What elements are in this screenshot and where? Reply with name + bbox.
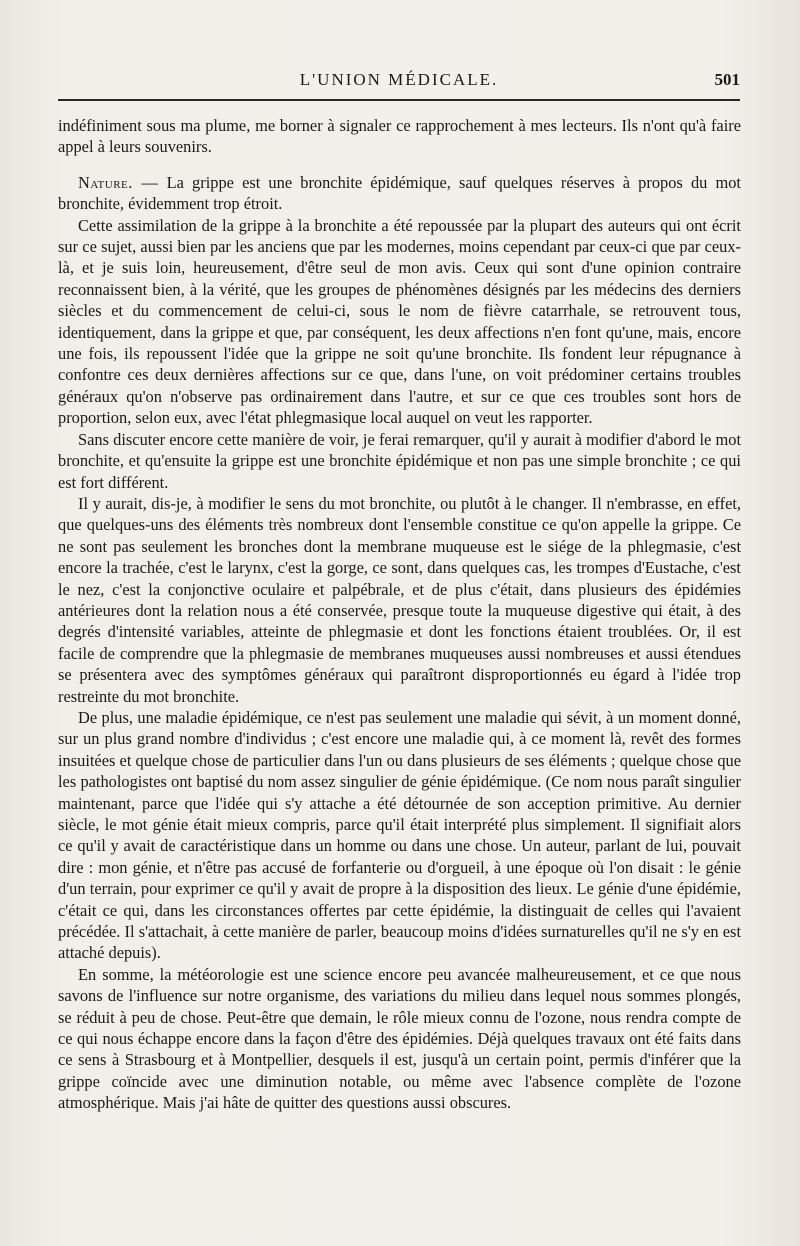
paragraph-nature [58, 172, 741, 215]
header-rule [58, 99, 740, 101]
paragraph: En somme, la météorologie est une science encore peu avancée malheureusement, et ce que nous savons de l'influence sur notre organisme, des variations du milieu dans lequel nous sommes plongés, se réduit à peu de chose. Peut-être que demain, le rôle mieux connu de l'ozone, nous rendra compte de ce qui nous échappe encore dans la façon d'être des épidémies. Déjà quelques travaux ont été faits dans ce sens à Strasbourg et à Montpellier, desquels il est, jusqu'à un certain point, permis d'inférer que la grippe coïncide avec une diminution notable, ou même avec l'absence complète de l'ozone atmosphérique. Mais j'ai hâte de quitter des questions aussi obscures. [58, 964, 741, 1113]
paragraph: Il y aurait, dis-je, à modifier le sens du mot bronchite, ou plutôt à le changer. Il n'embrasse, en effet, que quelques-uns des éléments très nombreux dont l'ensemble constitue ce qu'on appelle la grippe. Ce ne sont pas seulement les bronches dont la membrane muqueuse est le siége de la phlegmasie, c'est encore la trachée, c'est le larynx, c'est la gorge, ce sont, dans quelques cas, les trompes d'Eustache, c'est le nez, c'est la conjonctive oculaire et palpébrale, et de plus c'était, dans plusieurs des épidémies antérieures dont la relation nous a été conservée, presque toute la muqueuse digestive qui était, à des degrés d'intensité variables, atteinte de phlegmasie et dont les fonctions étaient troublées. Or, il est facile de comprendre que la phlegmasie de membranes muqueuses aussi nombreuses et aussi étendues se présentera avec des symptômes généraux qui paraîtront disproportionnés eu égard à l'idée trop restreinte du mot bronchite. [58, 493, 741, 706]
page-number: 501 [714, 70, 740, 89]
paragraph: indéfiniment sous ma plume, me borner à signaler ce rapprochement à mes lecteurs. Ils n'ont qu'à faire appel à leurs souvenirs. [58, 116, 741, 157]
page-header [58, 70, 740, 96]
article-body [58, 115, 741, 1114]
paragraph-text: La grippe est une bronchite épidémique, sauf quelques réserves à propos du mot bronchite, évidemment trop étroit. [58, 172, 741, 214]
running-title: L'UNION MÉDICALE. [299, 70, 499, 89]
paragraph: De plus, une maladie épidémique, ce n'est pas seulement une maladie qui sévit, à un moment donné, sur un plus grand nombre d'individus ; c'est encore une maladie qui, à ce moment là, revêt des formes insuitées et quelque chose de particulier dans l'un ou dans plusieurs de ses éléments ; quelque chose que les pathologistes ont baptisé du nom assez singulier de génie épidémique. (Ce nom nous paraît singulier maintenant, parce que l'idée qui s'y attache a été détournée de son acception primitive. Au dernier siècle, le mot génie était mieux compris, parce qu'il était interprété plus simplement. Il signifiait alors ce qu'il y avait de caractéristique dans un homme ou dans une chose. Un auteur, parlant de lui, pouvait dire : mon génie, et n'être pas accusé de forfanterie ou d'orgueil, à une époque où l'on disait : le génie d'un terrain, pour exprimer ce qu'il y avait de propre à la disposition des lieux. Le génie d'une épidémie, c'était ce qui, dans les circonstances offertes par cette épidémie, la distinguait de celles qui l'avaient précédée. Il s'attachait, à cette manière de parler, beaucoup moins d'idées surnaturelles qu'il ne s'y en est attaché depuis). [58, 707, 741, 963]
paragraph: Sans discuter encore cette manière de voir, je ferai remarquer, qu'il y aurait à modifier d'abord le mot bronchite, et qu'ensuite la grippe est une bronchite épidémique et non pas une simple bronchite ; ce qui est fort différent. [58, 429, 741, 492]
section-heading: Nature. — [78, 172, 159, 192]
paragraph: Cette assimilation de la grippe à la bronchite a été repoussée par la plupart des auteurs qui ont écrit sur ce sujet, aussi bien par les anciens que par les modernes, moins cependant par ceux-ci que par ceux-là, et je suis loin, heureusement, d'être seul de mon avis. Ceux qui sont d'une opinion contraire reconnaissent bien, à la vérité, que les groupes de phénomènes désignés par les médecins des derniers siècles et du commencement de celui-ci, sous le nom de fièvre catarrhale, se retrouvent tous, identiquement, dans la grippe et que, par conséquent, les deux affections n'en font qu'une, mais, encore une fois, ils repoussent l'idée que la grippe ne soit qu'une bronchite. Ils fondent leur répugnance à confontre ces deux dernières affections sur ce que, dans l'une, on voit prédominer certains troubles généraux qu'on n'observe pas ordinairement dans l'autre, et sur ce que ces troubles sont hors de proportion, selon eux, avec l'état phlegmasique local auquel on veut les rapporter. [58, 215, 741, 428]
